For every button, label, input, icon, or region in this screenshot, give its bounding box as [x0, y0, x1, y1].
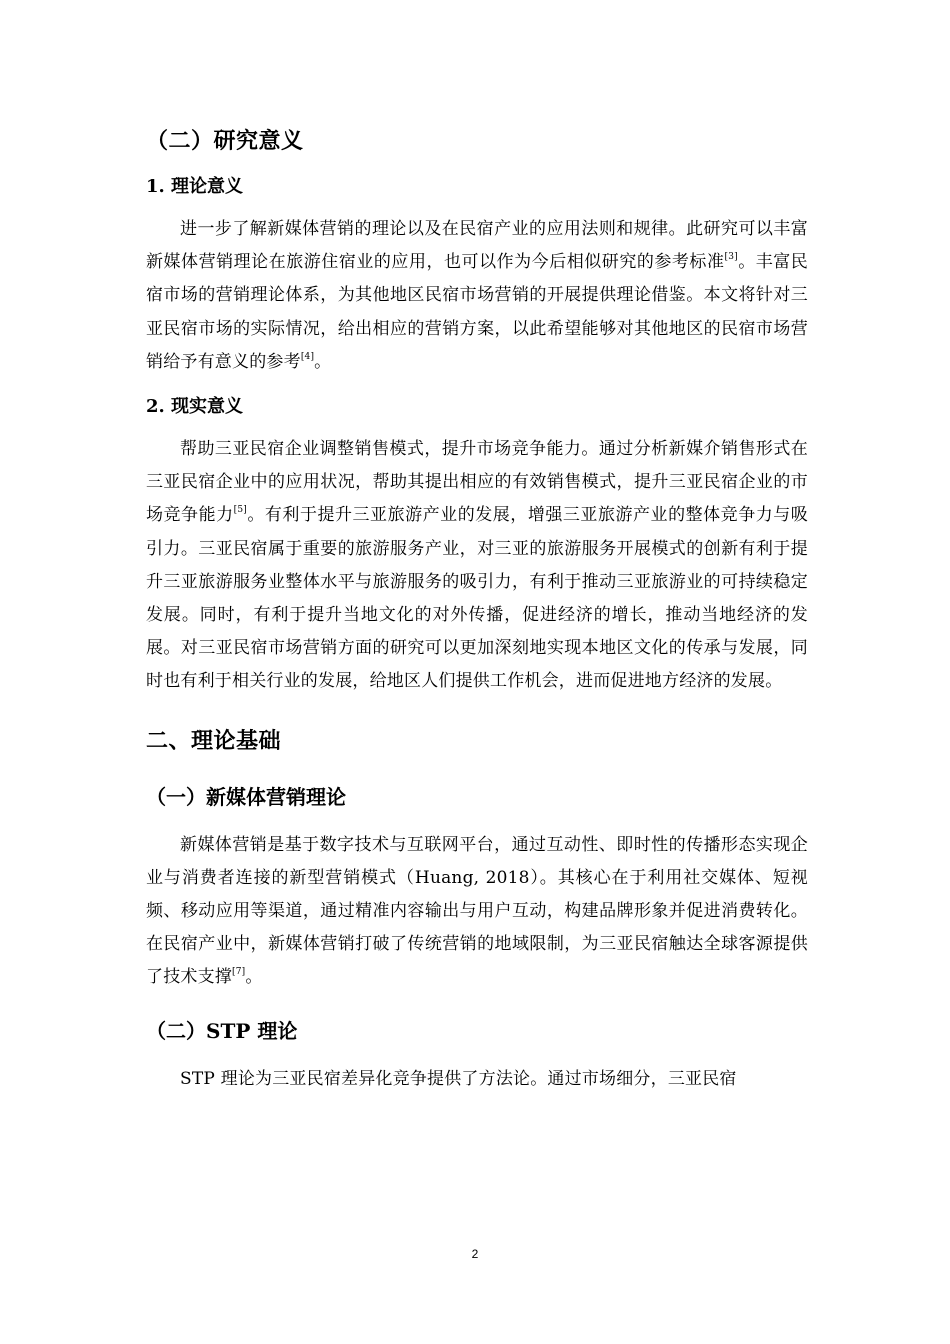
- paragraph-new-media-marketing: [146, 829, 808, 995]
- paragraph-stp-theory: STP 理论为三亚民宿差异化竞争提供了方法论。通过市场细分，三亚民宿: [180, 1068, 737, 1089]
- paragraph-text: 帮助三亚民宿企业调整销售模式，提升市场竞争能力。通过分析新媒介销售形式在三亚民宿企业中的应用状况，帮助其提出相应的有效销售模式，提升三亚民宿企业的市场竞争能力: [146, 439, 808, 526]
- page-number: 2: [471, 1247, 479, 1261]
- citation-ref: [5]: [233, 505, 248, 516]
- section-heading-stp-theory: （二）STP 理论: [146, 1018, 298, 1043]
- section-heading-research-significance: （二）研究意义: [146, 128, 304, 154]
- chapter-heading-theoretical-basis: 二、理论基础: [146, 727, 282, 754]
- citation-ref: [3]: [724, 252, 738, 263]
- paragraph-text: 。有利于提升三亚旅游产业的发展，增强三亚旅游产业的整体竞争力与吸引力。三亚民宿属于重要的旅游服务产业，对三亚的旅游服务开展模式的创新有利于提升三亚旅游服务业整体水平与旅游服务的吸引力，有利于推动三亚旅游业的可持续稳定发展。同时，有利于提升当地文化的对外传播，促进经济的增长，推动当地经济的发展。对三亚民宿市场营销方面的研究可以更加深刻地实现本地区文化的传承与发展，同时也有利于相关行业的发展，给地区人们提供工作机会，进而促进地方经济的发展。: [146, 505, 808, 692]
- page-body: [146, 121, 808, 1096]
- subheading-theoretical-significance: 1. 理论意义: [146, 176, 244, 197]
- paragraph-theoretical-significance: [146, 213, 808, 379]
- paragraph-text: 。丰富民宿市场的营销理论体系，为其他地区民宿市场营销的开展提供理论借鉴。本文将针对三亚民宿市场的实际情况，给出相应的营销方案，以此希望能够对其他地区的民宿市场营销给予有意义的参考: [146, 252, 808, 372]
- paragraph-text: 。: [245, 967, 263, 988]
- paragraph-text: 新媒体营销是基于数字技术与互联网平台，通过互动性、即时性的传播形态实现企业与消费者连接的新型营销模式（Huang, 2018）。其核心在于利用社交媒体、短视频、移动应用等渠道，通过精准内容输出与用户互动，构建品牌形象并促进消费转化。在民宿产业中，新媒体营销打破了传统营销的地域限制，为三亚民宿触达全球客源提供了技术支撑: [146, 834, 808, 988]
- section-heading-new-media-marketing: （一）新媒体营销理论: [146, 784, 346, 809]
- paragraph-text: 。: [314, 351, 332, 372]
- subheading-practical-significance: 2. 现实意义: [146, 396, 244, 418]
- citation-ref: [7]: [232, 967, 246, 978]
- paragraph-text: 进一步了解新媒体营销的理论以及在民宿产业的应用法则和规律。此研究可以丰富新媒体营销理论在旅游住宿业的应用，也可以作为今后相似研究的参考标准: [146, 219, 808, 273]
- citation-ref: [4]: [300, 351, 315, 362]
- paragraph-practical-significance: [146, 433, 808, 699]
